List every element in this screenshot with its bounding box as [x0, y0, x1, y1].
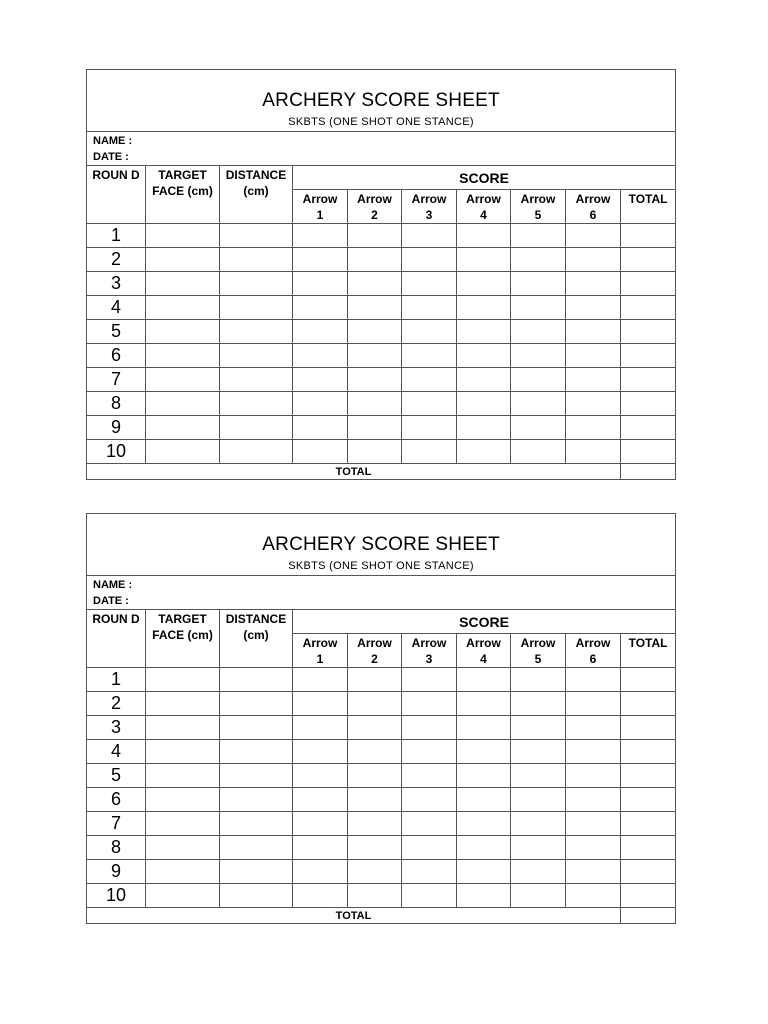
distance-cell[interactable]: [220, 368, 293, 392]
arrow-3-cell[interactable]: [402, 764, 457, 788]
arrow-label: Arrow: [575, 636, 611, 650]
arrow-1-cell[interactable]: [293, 740, 348, 764]
arrow-2-cell[interactable]: [348, 440, 402, 464]
col-header-arrow-5: [511, 190, 566, 224]
arrow-3-cell[interactable]: [402, 668, 457, 692]
sheet-header: [87, 514, 676, 576]
arrow-2-cell[interactable]: [348, 416, 402, 440]
col-header-arrow-3: [402, 190, 457, 224]
arrow-number: 6: [589, 208, 597, 222]
target-face-cell[interactable]: [146, 416, 220, 440]
arrow-6-cell[interactable]: [566, 692, 621, 716]
arrow-5-cell[interactable]: [511, 836, 566, 860]
distance-cell[interactable]: [220, 344, 293, 368]
arrow-number: 1: [316, 208, 324, 222]
sheet-title: ARCHERY SCORE SHEET: [262, 534, 500, 555]
arrow-2-cell[interactable]: [348, 392, 402, 416]
table-row: [87, 416, 676, 440]
distance-cell[interactable]: [220, 392, 293, 416]
name-date-field[interactable]: [87, 132, 676, 166]
arrow-3-cell[interactable]: [402, 740, 457, 764]
arrow-label: Arrow: [520, 192, 556, 206]
arrow-4-cell[interactable]: [457, 668, 511, 692]
arrow-6-cell[interactable]: [566, 812, 621, 836]
arrow-4-cell[interactable]: [457, 764, 511, 788]
arrow-2-cell[interactable]: [348, 740, 402, 764]
row-total-cell[interactable]: [621, 296, 676, 320]
arrow-4-cell[interactable]: [457, 836, 511, 860]
row-total-cell[interactable]: [621, 368, 676, 392]
arrow-5-cell[interactable]: [511, 368, 566, 392]
target-face-cell[interactable]: [146, 272, 220, 296]
arrow-label: Arrow: [466, 192, 501, 206]
name-label: NAME :: [93, 578, 133, 591]
arrow-3-cell[interactable]: [402, 416, 457, 440]
distance-cell[interactable]: [220, 716, 293, 740]
arrow-label: Arrow: [411, 192, 447, 206]
arrow-6-cell[interactable]: [566, 296, 621, 320]
arrow-5-cell[interactable]: [511, 224, 566, 248]
arrow-4-cell[interactable]: [457, 392, 511, 416]
table-row: [87, 344, 676, 368]
distance-cell[interactable]: [220, 740, 293, 764]
arrow-2-cell[interactable]: [348, 668, 402, 692]
table-row: [87, 272, 676, 296]
col-header-target-face: TARGET FACE (cm): [146, 610, 220, 668]
target-face-cell[interactable]: [146, 836, 220, 860]
arrow-1-cell[interactable]: [293, 320, 348, 344]
arrow-6-cell[interactable]: [566, 716, 621, 740]
arrow-2-cell[interactable]: [348, 320, 402, 344]
target-face-cell[interactable]: [146, 392, 220, 416]
row-total-cell[interactable]: [621, 692, 676, 716]
distance-cell[interactable]: [220, 884, 293, 908]
arrow-label: Arrow: [466, 636, 501, 650]
arrow-3-cell[interactable]: [402, 836, 457, 860]
round-number: 9: [87, 416, 146, 440]
table-row: [87, 884, 676, 908]
arrow-6-cell[interactable]: [566, 248, 621, 272]
round-number: 10: [87, 440, 146, 464]
table-row: [87, 812, 676, 836]
arrow-2-cell[interactable]: [348, 296, 402, 320]
round-number: 2: [87, 248, 146, 272]
arrow-2-cell[interactable]: [348, 224, 402, 248]
row-total-cell[interactable]: [621, 812, 676, 836]
table-row: [87, 692, 676, 716]
col-header-arrow-5: [511, 634, 566, 668]
col-header-arrow-4: [457, 190, 511, 224]
target-face-cell[interactable]: [146, 740, 220, 764]
arrow-6-cell[interactable]: [566, 668, 621, 692]
round-number: 4: [87, 296, 146, 320]
arrow-3-cell[interactable]: [402, 692, 457, 716]
distance-cell[interactable]: [220, 416, 293, 440]
arrow-3-cell[interactable]: [402, 716, 457, 740]
arrow-6-cell[interactable]: [566, 764, 621, 788]
arrow-1-cell[interactable]: [293, 224, 348, 248]
arrow-4-cell[interactable]: [457, 440, 511, 464]
arrow-label: Arrow: [411, 636, 447, 650]
arrow-3-cell[interactable]: [402, 812, 457, 836]
arrow-1-cell[interactable]: [293, 440, 348, 464]
arrow-5-cell[interactable]: [511, 392, 566, 416]
arrow-2-cell[interactable]: [348, 248, 402, 272]
target-face-cell[interactable]: [146, 884, 220, 908]
arrow-6-cell[interactable]: [566, 224, 621, 248]
col-header-arrow-3: [402, 634, 457, 668]
round-number: 5: [87, 320, 146, 344]
date-label: DATE :: [93, 150, 129, 163]
arrow-number: 3: [425, 208, 433, 222]
row-total-cell[interactable]: [621, 248, 676, 272]
round-number: 3: [87, 716, 146, 740]
row-total-cell[interactable]: [621, 764, 676, 788]
total-label: TOTAL: [87, 464, 621, 480]
arrow-1-cell[interactable]: [293, 716, 348, 740]
row-total-cell[interactable]: [621, 392, 676, 416]
table-row: [87, 860, 676, 884]
row-total-cell[interactable]: [621, 320, 676, 344]
arrow-2-cell[interactable]: [348, 884, 402, 908]
target-face-cell[interactable]: [146, 368, 220, 392]
sheet-header: [87, 70, 676, 132]
col-header-score: SCORE: [293, 610, 676, 634]
arrow-4-cell[interactable]: [457, 812, 511, 836]
arrow-2-cell[interactable]: [348, 692, 402, 716]
arrow-6-cell[interactable]: [566, 440, 621, 464]
table-row: [87, 788, 676, 812]
arrow-number: 1: [316, 652, 324, 666]
arrow-1-cell[interactable]: [293, 788, 348, 812]
arrow-label: Arrow: [302, 192, 338, 206]
arrow-6-cell[interactable]: [566, 368, 621, 392]
arrow-label: Arrow: [520, 636, 556, 650]
col-header-arrow-6: [566, 634, 621, 668]
arrow-1-cell[interactable]: [293, 668, 348, 692]
arrow-6-cell[interactable]: [566, 320, 621, 344]
score-table: [86, 69, 676, 480]
arrow-2-cell[interactable]: [348, 836, 402, 860]
grand-total-cell[interactable]: [621, 908, 676, 924]
arrow-4-cell[interactable]: [457, 884, 511, 908]
col-header-arrow-6: [566, 190, 621, 224]
row-total-cell[interactable]: [621, 716, 676, 740]
table-row: [87, 320, 676, 344]
arrow-4-cell[interactable]: [457, 788, 511, 812]
distance-cell[interactable]: [220, 764, 293, 788]
row-total-cell[interactable]: [621, 224, 676, 248]
arrow-2-cell[interactable]: [348, 344, 402, 368]
table-row: [87, 740, 676, 764]
round-number: 10: [87, 884, 146, 908]
name-date-field[interactable]: [87, 576, 676, 610]
arrow-5-cell[interactable]: [511, 296, 566, 320]
target-face-cell[interactable]: [146, 248, 220, 272]
arrow-number: 2: [371, 652, 378, 666]
arrow-4-cell[interactable]: [457, 296, 511, 320]
target-face-cell[interactable]: [146, 764, 220, 788]
col-header-round: ROUN D: [87, 166, 146, 224]
table-row: [87, 368, 676, 392]
arrow-5-cell[interactable]: [511, 788, 566, 812]
arrow-4-cell[interactable]: [457, 860, 511, 884]
arrow-number: 3: [425, 652, 433, 666]
table-row: [87, 440, 676, 464]
arrow-3-cell[interactable]: [402, 860, 457, 884]
table-row: [87, 392, 676, 416]
arrow-5-cell[interactable]: [511, 812, 566, 836]
score-sheet-2: [86, 513, 675, 924]
row-total-cell[interactable]: [621, 884, 676, 908]
grand-total-cell[interactable]: [621, 464, 676, 480]
arrow-4-cell[interactable]: [457, 248, 511, 272]
round-number: 9: [87, 860, 146, 884]
arrow-5-cell[interactable]: [511, 416, 566, 440]
arrow-1-cell[interactable]: [293, 368, 348, 392]
col-header-distance: DISTANCE (cm): [220, 166, 293, 224]
col-header-arrow-1: [293, 634, 348, 668]
arrow-number: 4: [480, 652, 487, 666]
arrow-1-cell[interactable]: [293, 860, 348, 884]
arrow-3-cell[interactable]: [402, 440, 457, 464]
distance-cell[interactable]: [220, 836, 293, 860]
arrow-3-cell[interactable]: [402, 392, 457, 416]
row-total-cell[interactable]: [621, 344, 676, 368]
sheet-title: ARCHERY SCORE SHEET: [262, 90, 500, 111]
round-number: 6: [87, 788, 146, 812]
distance-cell[interactable]: [220, 248, 293, 272]
arrow-number: 2: [371, 208, 378, 222]
table-row: [87, 836, 676, 860]
table-row: [87, 764, 676, 788]
row-total-cell[interactable]: [621, 740, 676, 764]
table-row: [87, 224, 676, 248]
table-row: [87, 668, 676, 692]
arrow-6-cell[interactable]: [566, 392, 621, 416]
target-face-cell[interactable]: [146, 716, 220, 740]
round-number: 5: [87, 764, 146, 788]
round-number: 8: [87, 836, 146, 860]
arrow-6-cell[interactable]: [566, 344, 621, 368]
arrow-1-cell[interactable]: [293, 248, 348, 272]
distance-cell[interactable]: [220, 788, 293, 812]
row-total-cell[interactable]: [621, 416, 676, 440]
arrow-1-cell[interactable]: [293, 416, 348, 440]
arrow-3-cell[interactable]: [402, 224, 457, 248]
arrow-5-cell[interactable]: [511, 440, 566, 464]
arrow-1-cell[interactable]: [293, 764, 348, 788]
arrow-1-cell[interactable]: [293, 836, 348, 860]
col-header-arrow-2: [348, 190, 402, 224]
arrow-6-cell[interactable]: [566, 788, 621, 812]
sheet-subtitle: SKBTS (ONE SHOT ONE STANCE): [288, 116, 474, 128]
row-total-cell[interactable]: [621, 272, 676, 296]
target-face-cell[interactable]: [146, 668, 220, 692]
arrow-3-cell[interactable]: [402, 884, 457, 908]
arrow-6-cell[interactable]: [566, 272, 621, 296]
arrow-4-cell[interactable]: [457, 272, 511, 296]
col-header-arrow-2: [348, 634, 402, 668]
arrow-6-cell[interactable]: [566, 836, 621, 860]
arrow-6-cell[interactable]: [566, 884, 621, 908]
arrow-5-cell[interactable]: [511, 248, 566, 272]
arrow-2-cell[interactable]: [348, 788, 402, 812]
distance-cell[interactable]: [220, 224, 293, 248]
arrow-1-cell[interactable]: [293, 392, 348, 416]
row-total-cell[interactable]: [621, 668, 676, 692]
arrow-4-cell[interactable]: [457, 224, 511, 248]
target-face-cell[interactable]: [146, 296, 220, 320]
arrow-2-cell[interactable]: [348, 860, 402, 884]
arrow-4-cell[interactable]: [457, 740, 511, 764]
arrow-2-cell[interactable]: [348, 368, 402, 392]
date-label: DATE :: [93, 594, 129, 607]
arrow-5-cell[interactable]: [511, 764, 566, 788]
arrow-number: 5: [534, 652, 542, 666]
arrow-3-cell[interactable]: [402, 788, 457, 812]
arrow-5-cell[interactable]: [511, 860, 566, 884]
arrow-1-cell[interactable]: [293, 812, 348, 836]
arrow-1-cell[interactable]: [293, 272, 348, 296]
arrow-4-cell[interactable]: [457, 692, 511, 716]
row-total-cell[interactable]: [621, 836, 676, 860]
arrow-3-cell[interactable]: [402, 248, 457, 272]
arrow-3-cell[interactable]: [402, 320, 457, 344]
arrow-4-cell[interactable]: [457, 368, 511, 392]
arrow-label: Arrow: [302, 636, 338, 650]
row-total-cell[interactable]: [621, 440, 676, 464]
col-header-target-face: TARGET FACE (cm): [146, 166, 220, 224]
round-number: 4: [87, 740, 146, 764]
total-label: TOTAL: [87, 908, 621, 924]
col-header-round: ROUN D: [87, 610, 146, 668]
arrow-3-cell[interactable]: [402, 296, 457, 320]
total-row: [87, 464, 676, 480]
round-number: 8: [87, 392, 146, 416]
arrow-6-cell[interactable]: [566, 860, 621, 884]
arrow-2-cell[interactable]: [348, 716, 402, 740]
arrow-number: 5: [534, 208, 542, 222]
distance-cell[interactable]: [220, 296, 293, 320]
distance-cell[interactable]: [220, 692, 293, 716]
score-table: [86, 513, 676, 924]
table-row: [87, 716, 676, 740]
round-number: 7: [87, 368, 146, 392]
arrow-5-cell[interactable]: [511, 884, 566, 908]
total-row: [87, 908, 676, 924]
target-face-cell[interactable]: [146, 860, 220, 884]
arrow-5-cell[interactable]: [511, 344, 566, 368]
target-face-cell[interactable]: [146, 224, 220, 248]
arrow-4-cell[interactable]: [457, 344, 511, 368]
arrow-number: 6: [589, 652, 597, 666]
target-face-cell[interactable]: [146, 344, 220, 368]
arrow-2-cell[interactable]: [348, 764, 402, 788]
target-face-cell[interactable]: [146, 692, 220, 716]
target-face-cell[interactable]: [146, 320, 220, 344]
arrow-4-cell[interactable]: [457, 716, 511, 740]
arrow-2-cell[interactable]: [348, 812, 402, 836]
distance-cell[interactable]: [220, 320, 293, 344]
row-total-cell[interactable]: [621, 788, 676, 812]
arrow-label: Arrow: [357, 192, 392, 206]
arrow-5-cell[interactable]: [511, 668, 566, 692]
arrow-3-cell[interactable]: [402, 368, 457, 392]
distance-cell[interactable]: [220, 860, 293, 884]
arrow-1-cell[interactable]: [293, 884, 348, 908]
round-number: 1: [87, 668, 146, 692]
arrow-5-cell[interactable]: [511, 320, 566, 344]
score-sheet-1: [86, 69, 675, 480]
col-header-total: TOTAL: [621, 634, 676, 668]
arrow-5-cell[interactable]: [511, 716, 566, 740]
arrow-1-cell[interactable]: [293, 692, 348, 716]
round-number: 7: [87, 812, 146, 836]
round-number: 6: [87, 344, 146, 368]
arrow-3-cell[interactable]: [402, 344, 457, 368]
arrow-label: Arrow: [575, 192, 611, 206]
arrow-4-cell[interactable]: [457, 416, 511, 440]
distance-cell[interactable]: [220, 440, 293, 464]
arrow-5-cell[interactable]: [511, 740, 566, 764]
arrow-1-cell[interactable]: [293, 344, 348, 368]
target-face-cell[interactable]: [146, 812, 220, 836]
arrow-6-cell[interactable]: [566, 740, 621, 764]
arrow-2-cell[interactable]: [348, 272, 402, 296]
arrow-1-cell[interactable]: [293, 296, 348, 320]
target-face-cell[interactable]: [146, 788, 220, 812]
name-label: NAME :: [93, 134, 133, 147]
arrow-6-cell[interactable]: [566, 416, 621, 440]
target-face-cell[interactable]: [146, 440, 220, 464]
distance-cell[interactable]: [220, 812, 293, 836]
col-header-distance: DISTANCE (cm): [220, 610, 293, 668]
distance-cell[interactable]: [220, 272, 293, 296]
col-header-arrow-4: [457, 634, 511, 668]
col-header-total: TOTAL: [621, 190, 676, 224]
arrow-label: Arrow: [357, 636, 392, 650]
row-total-cell[interactable]: [621, 860, 676, 884]
arrow-5-cell[interactable]: [511, 272, 566, 296]
arrow-3-cell[interactable]: [402, 272, 457, 296]
table-row: [87, 248, 676, 272]
distance-cell[interactable]: [220, 668, 293, 692]
col-header-arrow-1: [293, 190, 348, 224]
sheet-subtitle: SKBTS (ONE SHOT ONE STANCE): [288, 560, 474, 572]
arrow-number: 4: [480, 208, 487, 222]
arrow-4-cell[interactable]: [457, 320, 511, 344]
col-header-score: SCORE: [293, 166, 676, 190]
arrow-5-cell[interactable]: [511, 692, 566, 716]
round-number: 3: [87, 272, 146, 296]
round-number: 1: [87, 224, 146, 248]
round-number: 2: [87, 692, 146, 716]
table-row: [87, 296, 676, 320]
